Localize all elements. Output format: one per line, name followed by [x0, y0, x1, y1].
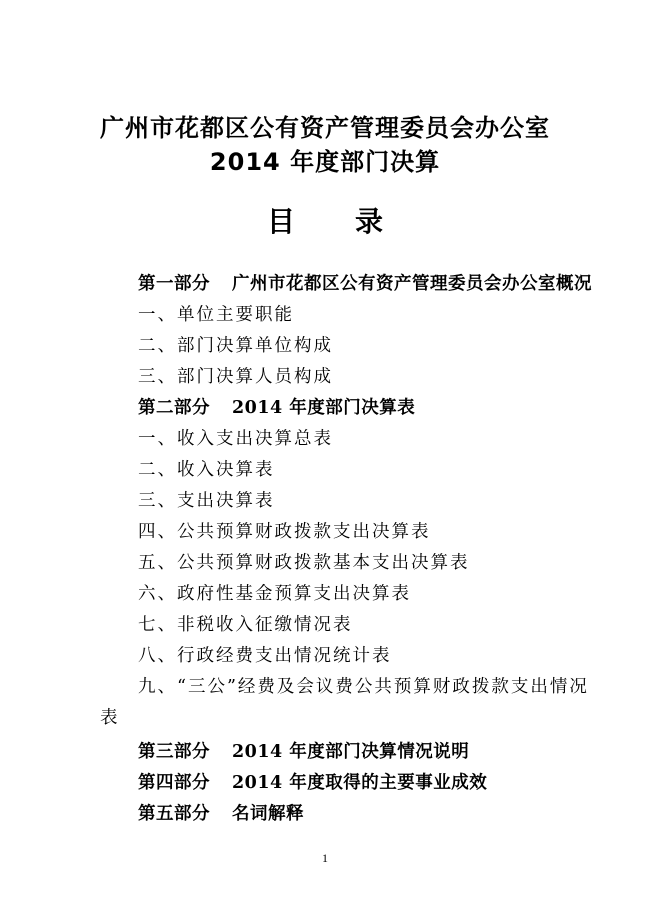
toc-item: 七、非税收入征缴情况表 [138, 615, 353, 635]
document-subtitle: 2014 年度部门决算 [209, 148, 441, 176]
toc-part-1-label: 第一部分 [138, 274, 210, 294]
toc-part-2-label: 第二部分 [138, 398, 210, 418]
toc-part-5 [138, 800, 304, 825]
toc-item: 五、公共预算财政拨款基本支出决算表 [138, 553, 470, 573]
document-title: 广州市花都区公有资产管理委员会办公室 [100, 114, 550, 142]
toc-part-1 [138, 270, 592, 295]
toc-heading-char-2: 录 [355, 205, 384, 238]
toc-heading-char-1: 目 [266, 205, 295, 238]
toc-part-2-title: 2014 年度部门决算表 [232, 398, 416, 418]
toc-part-4-label: 第四部分 [138, 773, 210, 793]
toc-part-5-label: 第五部分 [138, 804, 210, 824]
toc-part-5-title: 名词解释 [232, 804, 304, 824]
page-number: 1 [322, 851, 328, 865]
toc-item: 九、“三公”经费及会议费公共预算财政拨款支出情况 [138, 677, 589, 697]
toc-heading [0, 200, 650, 240]
toc-part-2 [138, 394, 415, 419]
toc-part-3-label: 第三部分 [138, 742, 210, 762]
toc-part-3-title: 2014 年度部门决算情况说明 [232, 742, 470, 762]
toc-part-4-title: 2014 年度取得的主要事业成效 [232, 773, 488, 793]
toc-part-3 [138, 738, 469, 763]
toc-item-continuation: 表 [100, 708, 120, 728]
toc-item: 三、部门决算人员构成 [138, 367, 333, 387]
toc-item: 二、部门决算单位构成 [138, 336, 333, 356]
toc-part-4 [138, 769, 487, 794]
toc-item: 三、支出决算表 [138, 491, 275, 511]
toc-item: 一、收入支出决算总表 [138, 429, 333, 449]
toc-item: 一、单位主要职能 [138, 305, 294, 325]
toc-item: 四、公共预算财政拨款支出决算表 [138, 522, 431, 542]
toc-item: 八、行政经费支出情况统计表 [138, 646, 392, 666]
toc-item: 二、收入决算表 [138, 460, 275, 480]
toc-part-1-title: 广州市花都区公有资产管理委员会办公室概况 [232, 274, 592, 294]
toc-item: 六、政府性基金预算支出决算表 [138, 584, 411, 604]
